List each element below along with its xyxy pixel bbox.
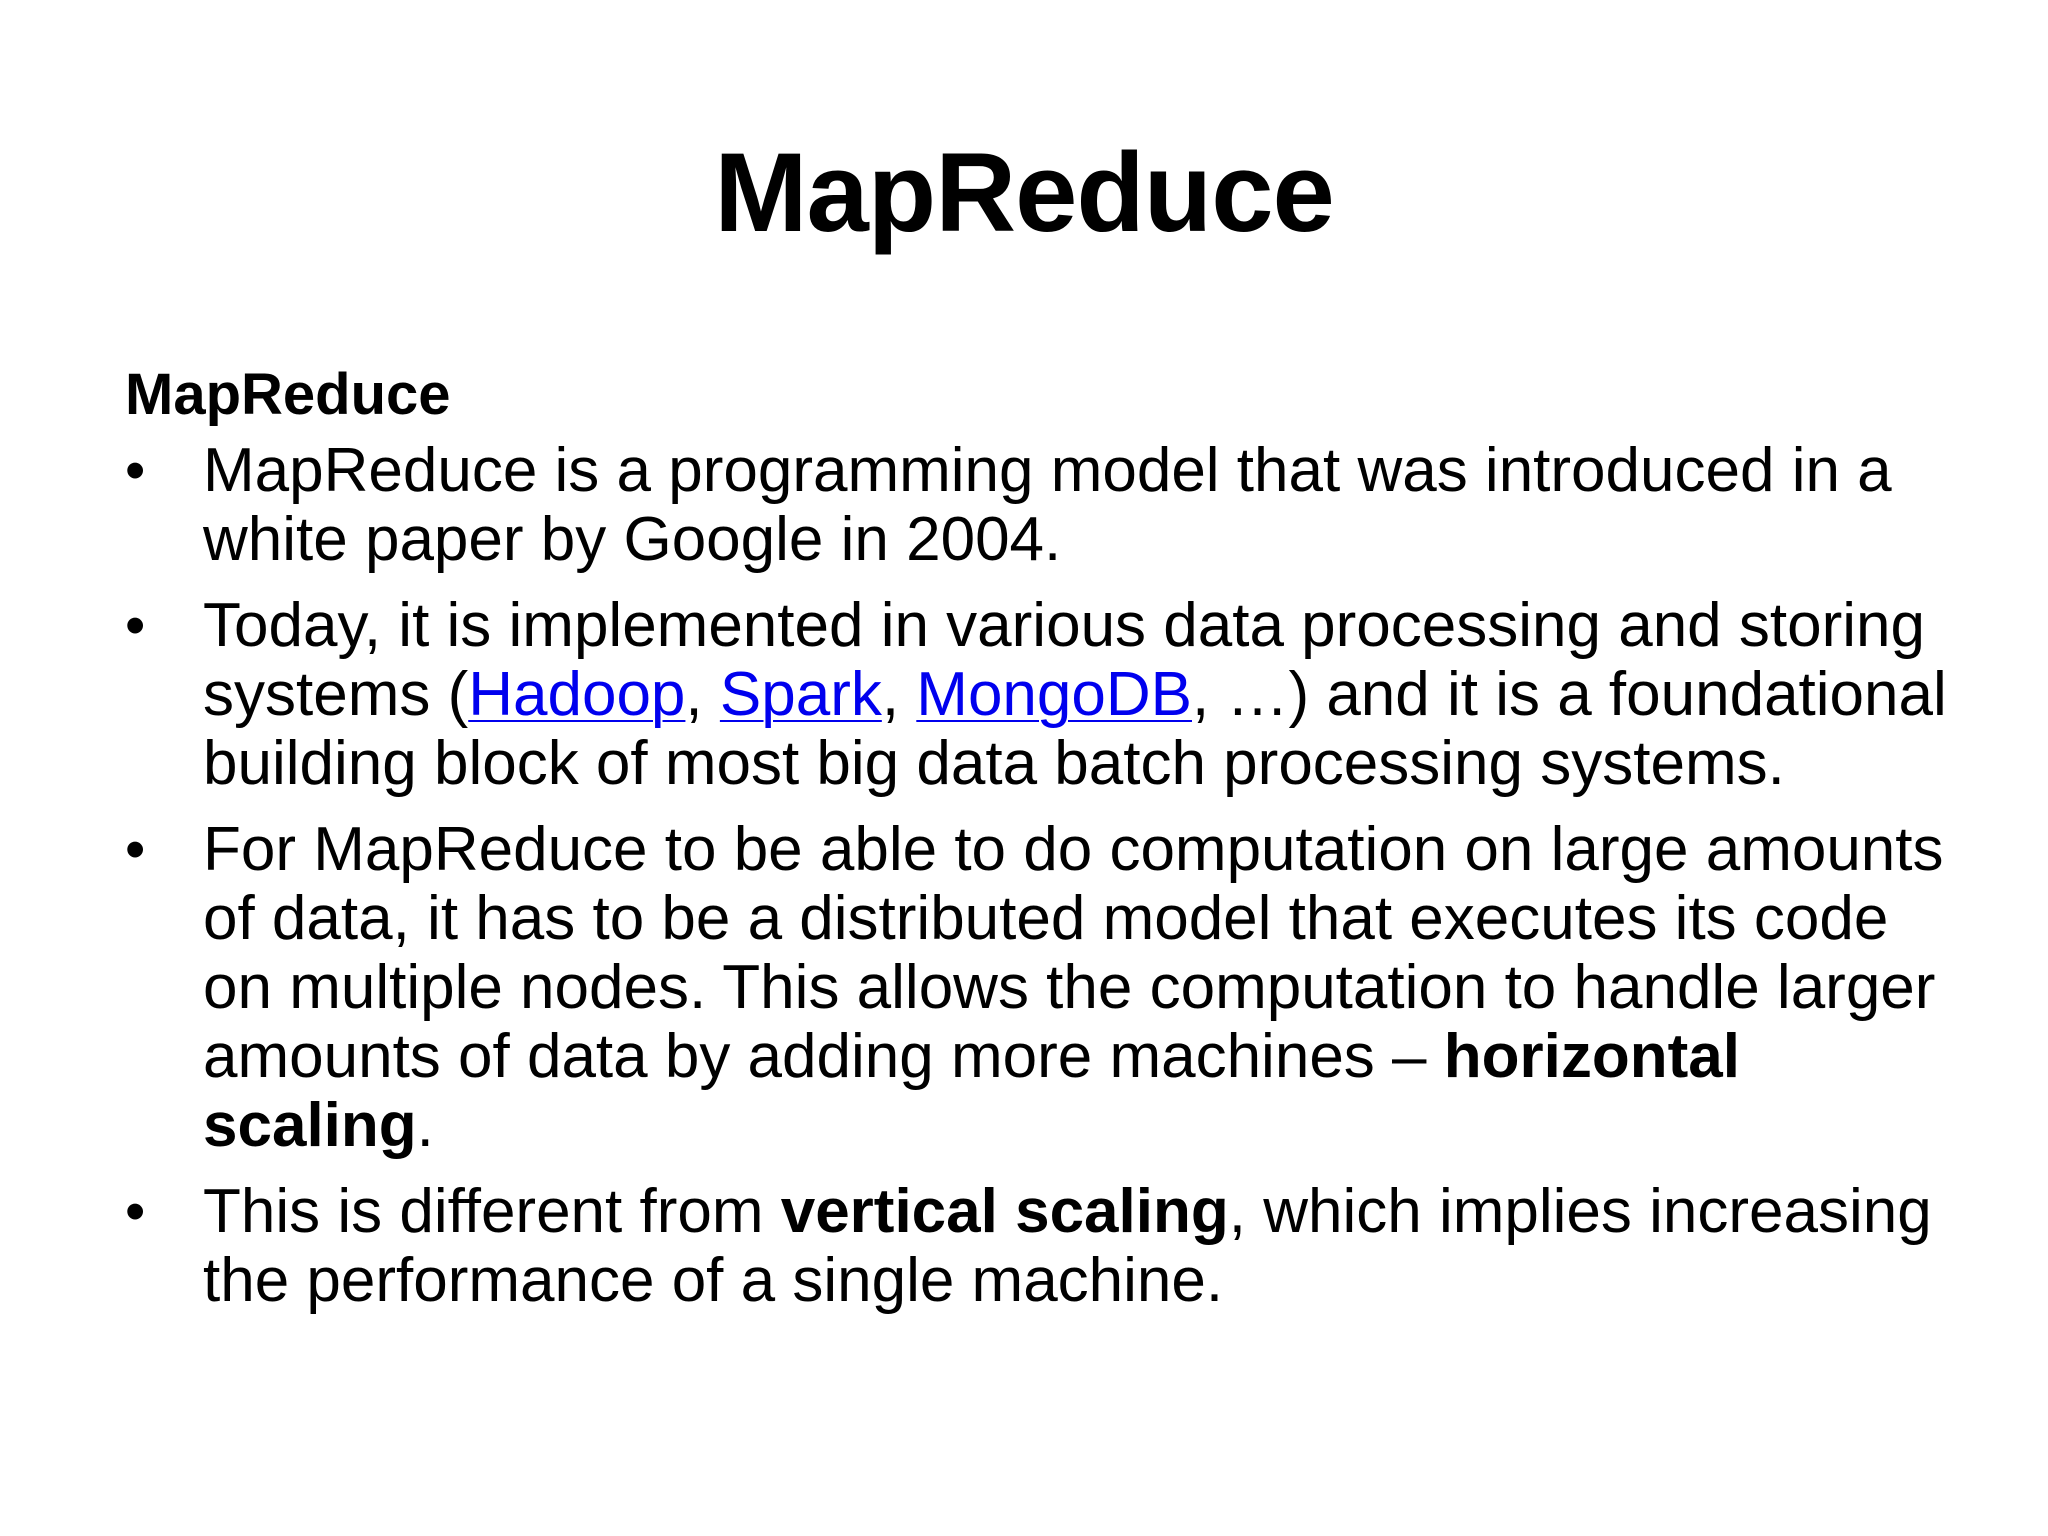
bullet-item-2 — [125, 591, 1955, 798]
bullet-text: MapReduce is a programming model that was introduced in a white paper by Google in 2004. — [203, 436, 1892, 574]
bold-term-horizontal-scaling: horizontal scaling — [203, 1022, 1740, 1160]
spark-link[interactable]: Spark — [719, 660, 882, 729]
bullet-text-separator: , — [685, 660, 720, 729]
slide-content — [125, 360, 1955, 1332]
bullet-text — [203, 815, 1955, 1160]
section-heading: MapReduce — [125, 362, 451, 427]
bullet-text — [203, 1177, 1955, 1315]
hadoop-link[interactable]: Hadoop — [468, 660, 686, 729]
bullet-marker: • — [125, 593, 146, 658]
bullet-marker: • — [125, 438, 146, 503]
bullet-text-segment: This is different from — [203, 1177, 781, 1246]
bullet-item-1 — [125, 436, 1955, 574]
bullet-text-segment: Today, it is implemented in various data processing and storing systems ( — [203, 591, 1925, 729]
bullet-item-4 — [125, 1177, 1955, 1315]
slide-title: MapReduce — [714, 130, 1334, 255]
bullet-list — [125, 436, 1955, 1315]
bullet-text-segment: , …) and it is a foundational building block of most big data batch processing systems. — [203, 660, 1947, 798]
bullet-text — [203, 591, 1955, 798]
bullet-marker: • — [125, 1179, 146, 1244]
bullet-text-separator: , — [881, 660, 917, 729]
bullet-marker: • — [125, 817, 146, 882]
bullet-item-3 — [125, 815, 1955, 1160]
bullet-text-segment: For MapReduce to be able to do computation on large amounts of data, it has to be a distributed model that executes its code on multiple nodes. This allows the computation to handle larger amounts of data by adding more machines – — [203, 815, 1944, 1091]
bullet-text-segment: , which implies increasing the performance of a single machine. — [203, 1177, 1932, 1315]
mongodb-link[interactable]: MongoDB — [916, 660, 1192, 729]
bullet-text-segment: . — [416, 1091, 434, 1160]
bold-term-vertical-scaling: vertical scaling — [780, 1177, 1229, 1246]
